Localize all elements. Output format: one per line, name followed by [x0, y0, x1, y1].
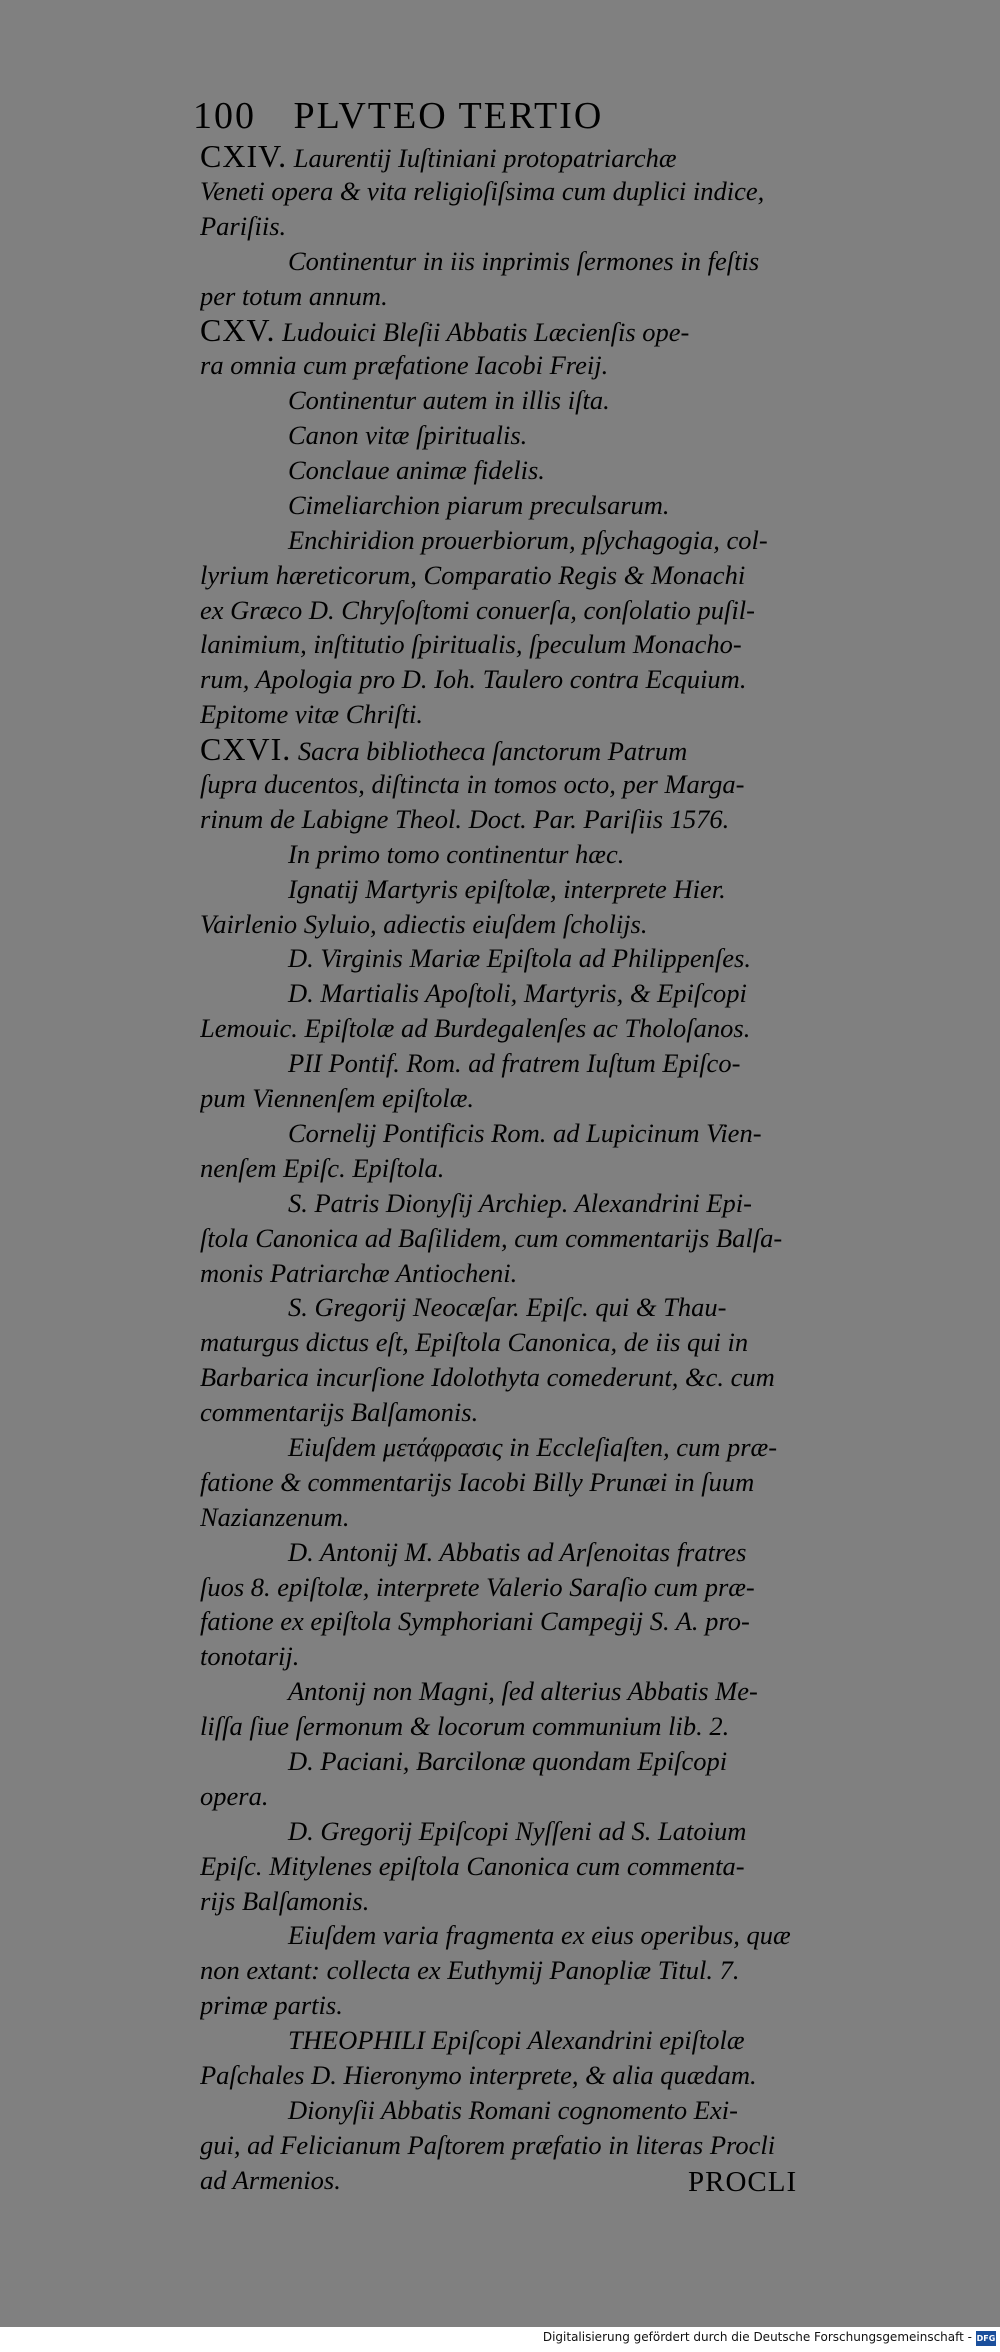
digitization-footer — [0, 2327, 1000, 2352]
catalogue-text — [200, 139, 805, 2198]
line-text: commentarijs Balſamonis. — [200, 1397, 479, 1428]
line-text: D. Virginis Mariæ Epiſtola ad Philippenſes. — [288, 943, 751, 974]
text-line — [200, 1081, 805, 1116]
text-line — [200, 1360, 805, 1395]
dfg-logo-icon[interactable]: DFG — [976, 2331, 996, 2346]
line-text: lanimium, inſtitutio ſpiritualis, ſpeculum Monacho- — [200, 629, 742, 660]
line-text: ad Armenios. — [200, 2164, 341, 2195]
line-text: Antonij non Magni, ſed alterius Abbatis Me- — [288, 1676, 758, 1707]
entry-number: CXVI. — [200, 732, 292, 768]
text-line — [200, 1151, 805, 1186]
text-line — [200, 523, 805, 558]
line-text: D. Martialis Apoſtoli, Martyris, & Epiſcopi — [288, 978, 747, 1009]
line-text: tonotarij. — [200, 1641, 300, 1672]
text-line — [200, 1256, 805, 1291]
text-line — [200, 1744, 805, 1779]
text-line — [200, 697, 805, 732]
text-line — [200, 279, 805, 314]
text-line — [200, 1988, 805, 2023]
line-text: gui, ad Felicianum Paſtorem præfatio in literas Procli — [200, 2129, 776, 2160]
text-line — [200, 1884, 805, 1919]
line-text: liſſa ſiue ſermonum & locorum communium lib. 2. — [200, 1711, 730, 1742]
text-line — [200, 976, 805, 1011]
text-line — [200, 1918, 805, 1953]
text-line — [200, 1221, 805, 1256]
line-text: Paſchales D. Hieronymo interprete, & alia quædam. — [200, 2059, 757, 2090]
text-line — [200, 313, 805, 348]
line-text: D. Paciani, Barcilonæ quondam Epiſcopi — [288, 1745, 728, 1776]
text-line — [200, 627, 805, 662]
line-text: Sacra bibliotheca ſanctorum Patrum — [291, 736, 688, 767]
text-line — [200, 872, 805, 907]
text-line — [200, 662, 805, 697]
line-text: S. Gregorij Neocæſar. Epiſc. qui & Thau- — [288, 1292, 727, 1323]
text-line — [200, 2093, 805, 2128]
line-text: rinum de Labigne Theol. Doct. Par. Pariſiis 1576. — [200, 803, 730, 834]
text-line — [200, 1430, 805, 1465]
line-text: lyrium hæreticorum, Comparatio Regis & Monachi — [200, 559, 746, 590]
text-line — [200, 1639, 805, 1674]
line-text: nenſem Epiſc. Epiſtola. — [200, 1152, 445, 1183]
text-line — [200, 1046, 805, 1081]
line-text: In primo tomo continentur hæc. — [288, 838, 625, 869]
text-line — [200, 2023, 805, 2058]
text-line — [200, 1500, 805, 1535]
text-line — [200, 907, 805, 942]
text-line — [200, 244, 805, 279]
line-text: THEOPHILI Epiſcopi Alexandrini epiſtolæ — [288, 2025, 745, 2056]
line-text: Cimeliarchion piarum preculsarum. — [288, 489, 670, 520]
text-line — [200, 732, 805, 767]
line-text: per totum annum. — [200, 280, 388, 311]
entry-number: CXIV. — [200, 139, 288, 174]
line-text: ra omnia cum præfatione Iacobi Freij. — [200, 350, 609, 381]
text-line — [200, 383, 805, 418]
line-text: Canon vitæ ſpiritualis. — [288, 420, 528, 451]
text-line — [200, 767, 805, 802]
text-line — [200, 453, 805, 488]
text-line — [200, 593, 805, 628]
line-text: Conclaue animæ fidelis. — [288, 455, 545, 486]
text-line — [200, 1953, 805, 1988]
line-text: Continentur autem in illis iſta. — [288, 385, 610, 416]
text-line — [200, 2128, 805, 2163]
text-line — [200, 2058, 805, 2093]
text-line — [200, 1116, 805, 1151]
line-text: Continentur in iis inprimis ſermones in feſtis — [288, 245, 760, 276]
line-text: rijs Balſamonis. — [200, 1885, 370, 1916]
line-text: ſuos 8. epiſtolæ, interprete Valerio Saraſio cum præ- — [200, 1571, 755, 1602]
text-line — [200, 1709, 805, 1744]
line-text: fatione ex epiſtola Symphoriani Campegij S. A. pro- — [200, 1606, 750, 1637]
text-line — [200, 1395, 805, 1430]
line-text: Vairlenio Syluio, adiectis eiuſdem ſcholijs. — [200, 908, 648, 939]
text-line — [200, 139, 805, 174]
text-line — [200, 418, 805, 453]
line-text: Eiuſdem μετάφρασις in Eccleſiaſten, cum præ- — [288, 1431, 778, 1462]
text-line — [200, 1570, 805, 1605]
line-text: ſtola Canonica ad Baſilidem, cum commentarijs Balſa- — [200, 1222, 783, 1253]
text-line — [200, 1465, 805, 1500]
line-text: PII Pontif. Rom. ad fratrem Iuſtum Epiſco- — [288, 1048, 741, 1079]
line-text: Epitome vitæ Chriſti. — [200, 699, 424, 730]
line-text: non extant: collecta ex Euthymij Panopliæ Titul. 7. — [200, 1955, 740, 1986]
line-text: fatione & commentarijs Iacobi Billy Prunæi in ſuum — [200, 1466, 755, 1497]
text-line — [200, 558, 805, 593]
line-text: Barbarica incurſione Idolothyta comederunt, &c. cum — [200, 1362, 775, 1393]
line-text: Nazianzenum. — [200, 1501, 350, 1532]
footer-credit: Digitalisierung gefördert durch die Deutsche Forschungsgemeinschaft - — [542, 2330, 972, 2344]
text-line — [200, 488, 805, 523]
page-header — [193, 94, 813, 138]
text-line — [200, 209, 805, 244]
line-text: Lemouic. Epiſtolæ ad Burdegalenſes ac Tholoſanos. — [200, 1013, 751, 1044]
line-text: opera. — [200, 1780, 269, 1811]
text-line — [200, 1849, 805, 1884]
line-text: Ignatij Martyris epiſtolæ, interprete Hier. — [288, 873, 726, 904]
line-text: Dionyſii Abbatis Romani cognomento Exi- — [288, 2094, 738, 2125]
line-text: Laurentij Iuſtiniani protopatriarchæ — [287, 143, 677, 173]
text-line — [200, 174, 805, 209]
line-text: primæ partis. — [200, 1990, 343, 2021]
line-text: ex Græco D. Chryſoſtomi conuerſa, conſolatio puſil- — [200, 594, 755, 625]
text-line — [200, 1011, 805, 1046]
running-title: PLVTEO TERTIO — [293, 95, 604, 137]
line-text: Ludouici Bleſii Abbatis Læcienſis ope- — [275, 317, 690, 348]
text-line — [200, 1186, 805, 1221]
text-line — [200, 1535, 805, 1570]
line-text: Eiuſdem varia fragmenta ex eius operibus, quæ — [288, 1920, 791, 1951]
line-text: S. Patris Dionyſij Archiep. Alexandrini Epi- — [288, 1187, 752, 1218]
line-text: maturgus dictus eſt, Epiſtola Canonica, de iis qui in — [200, 1327, 749, 1358]
line-text: monis Patriarchæ Antiocheni. — [200, 1257, 518, 1288]
line-text: Epiſc. Mitylenes epiſtola Canonica cum commenta- — [200, 1850, 745, 1881]
catchword: PROCLI — [688, 2166, 798, 2198]
text-line — [200, 802, 805, 837]
line-text: Veneti opera & vita religioſiſsima cum duplici indice, — [200, 175, 765, 206]
line-text: pum Viennenſem epiſtolæ. — [200, 1083, 475, 1114]
line-text: Pariſiis. — [200, 210, 287, 241]
text-line — [200, 1604, 805, 1639]
text-line — [200, 941, 805, 976]
entry-number: CXV. — [200, 313, 276, 349]
text-line — [200, 1674, 805, 1709]
page-number: 100 — [193, 95, 256, 137]
text-line — [200, 1325, 805, 1360]
text-line — [200, 1779, 805, 1814]
text-line — [200, 837, 805, 872]
line-text: ſupra ducentos, diſtincta in tomos octo, per Marga- — [200, 769, 745, 800]
line-text: Enchiridion prouerbiorum, pſychagogia, col- — [288, 524, 768, 555]
text-line — [200, 1814, 805, 1849]
line-text: Cornelij Pontificis Rom. ad Lupicinum Vien- — [288, 1117, 762, 1148]
line-text: D. Gregorij Epiſcopi Nyſſeni ad S. Latoium — [288, 1815, 747, 1846]
text-line — [200, 348, 805, 383]
line-text: D. Antonij M. Abbatis ad Arſenoitas fratres — [288, 1536, 747, 1567]
text-line — [200, 1290, 805, 1325]
line-text: rum, Apologia pro D. Ioh. Taulero contra Ecquium. — [200, 664, 747, 695]
